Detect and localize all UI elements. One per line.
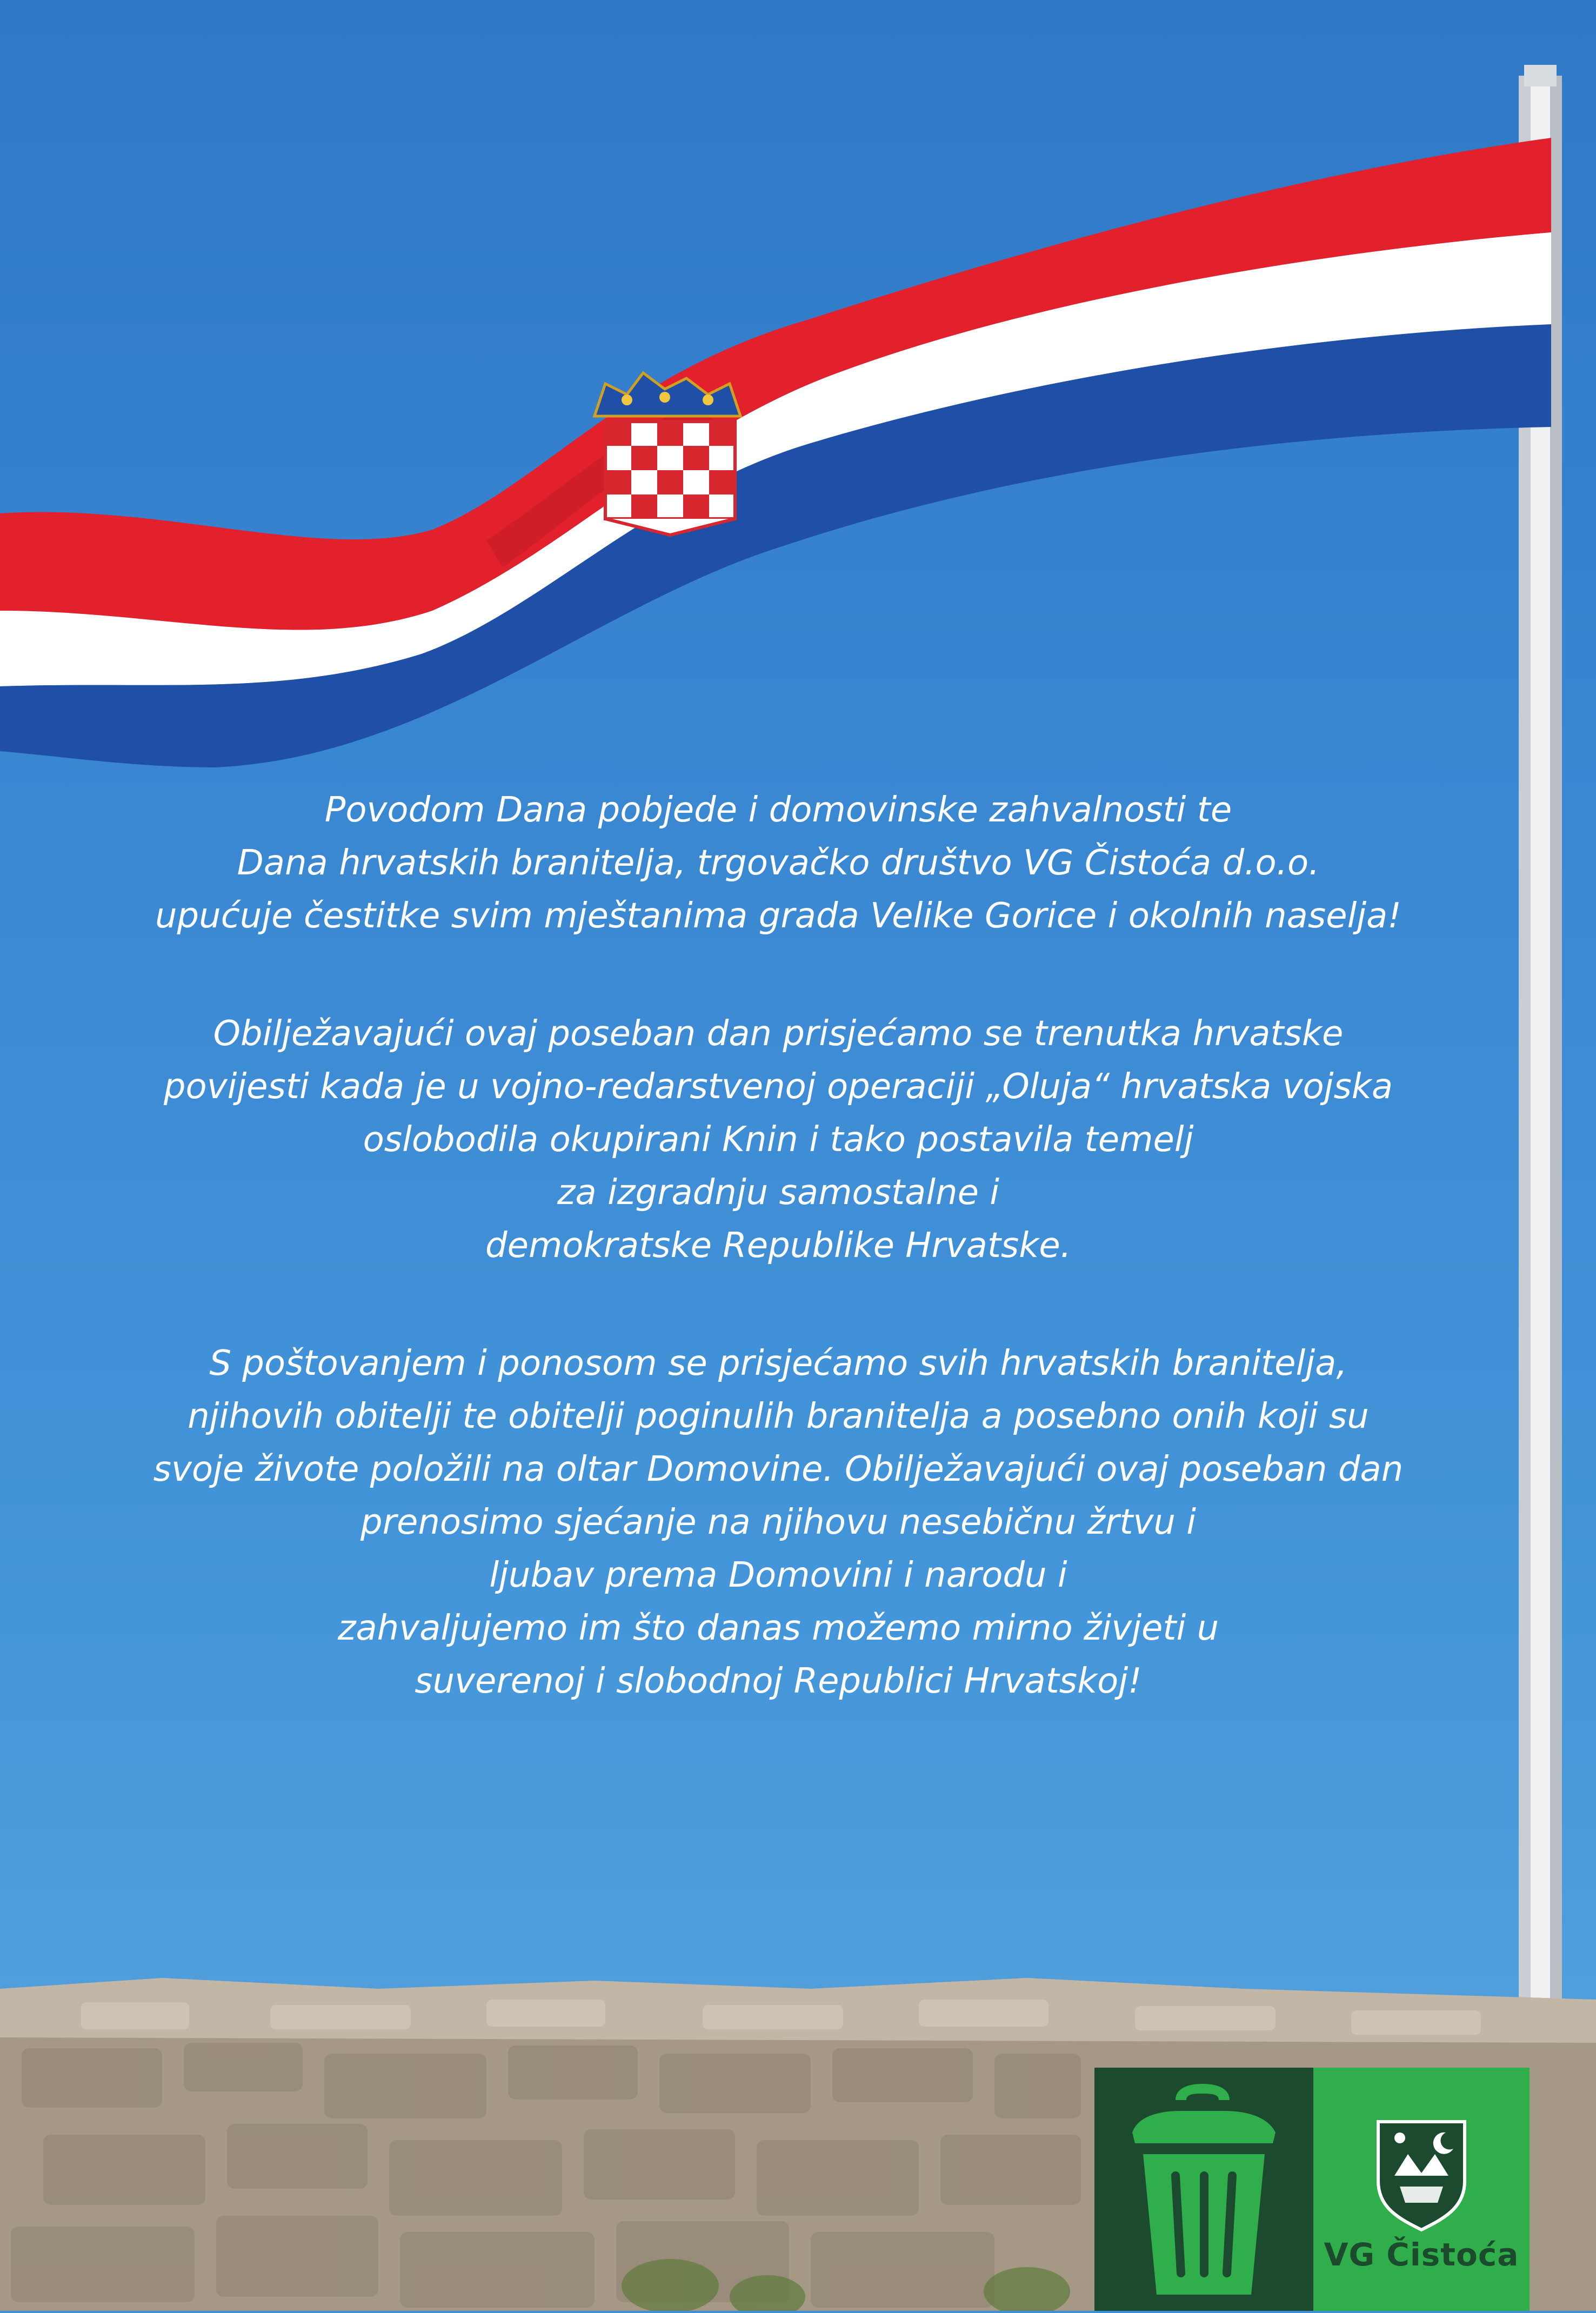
message-line: za izgradnju samostalne i bbox=[557, 1173, 1000, 1213]
message-line: Dana hrvatskih branitelja, trgovačko društvo VG Čistoća d.o.o. bbox=[237, 843, 1320, 883]
message-line: oslobodila okupirani Knin i tako postavila temelj bbox=[363, 1120, 1194, 1160]
coat-of-arms-icon bbox=[1313, 2078, 1530, 2241]
message-line: ljubav prema Domovini i narodu i bbox=[489, 1555, 1067, 1595]
message-paragraph-3 bbox=[97, 1337, 1459, 1708]
message-line: njihovih obitelji te obitelji poginulih branitelja a posebno onih koji su bbox=[188, 1396, 1369, 1436]
message-line: zahvaljujemo im što danas možemo mirno živjeti u bbox=[337, 1608, 1219, 1648]
company-logo bbox=[1094, 2068, 1530, 2311]
congratulation-message bbox=[97, 784, 1459, 1773]
message-line: svoje živote položili na oltar Domovine. Obilježavajući ovaj poseban dan bbox=[153, 1449, 1404, 1489]
message-line: Obilježavajući ovaj poseban dan prisjećamo se trenutka hrvatske bbox=[213, 1014, 1344, 1054]
logo-left-panel bbox=[1094, 2068, 1313, 2311]
coat-of-arms-emblem bbox=[595, 373, 740, 535]
message-line: Povodom Dana pobjede i domovinske zahvalnosti te bbox=[324, 790, 1232, 830]
message-line: S poštovanjem i ponosom se prisjećamo svih hrvatskih branitelja, bbox=[209, 1343, 1347, 1383]
message-line: prenosimo sjećanje na njihovu nesebičnu žrtvu i bbox=[360, 1502, 1196, 1542]
trash-bin-icon bbox=[1094, 2068, 1313, 2311]
message-line: upućuje čestitke svim mještanima grada Velike Gorice i okolnih naselja! bbox=[155, 896, 1402, 936]
logo-company-name: VG Čistoća bbox=[1324, 2236, 1519, 2273]
message-line: demokratske Republike Hrvatske. bbox=[485, 1226, 1072, 1266]
message-line: povijesti kada je u vojno-redarstvenoj operaciji „Oluja“ hrvatska vojska bbox=[163, 1067, 1393, 1107]
logo-right-panel bbox=[1313, 2068, 1530, 2311]
message-line: suverenoj i slobodnoj Republici Hrvatskoj! bbox=[415, 1661, 1142, 1701]
croatian-flag bbox=[0, 138, 1551, 767]
message-paragraph-2 bbox=[97, 1007, 1459, 1272]
message-paragraph-1 bbox=[97, 784, 1459, 942]
